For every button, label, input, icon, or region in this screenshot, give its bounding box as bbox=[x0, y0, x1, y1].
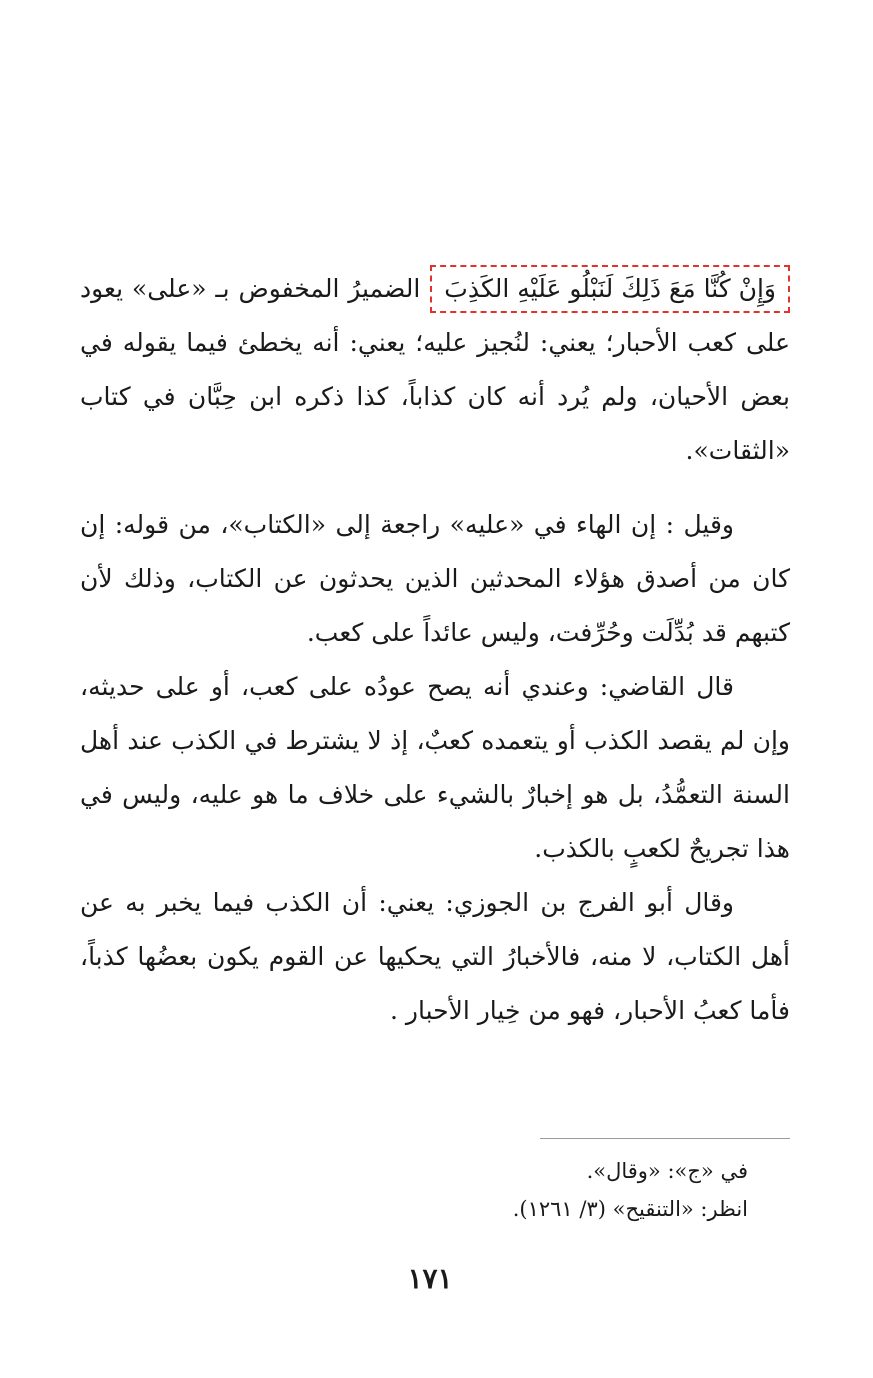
main-text bbox=[80, 262, 790, 1038]
paragraph-2: وقيل : إن الهاء في «عليه» راجعة إلى «الكتاب»، من قوله: إن كان من أصدق هؤلاء المحدثين الذين يحدثون عن الكتاب، وذلك لأن كتبهم قد بُدِّلَت وحُرِّفت، وليس عائداً على كعب. bbox=[80, 510, 790, 647]
footnote-divider bbox=[540, 1138, 790, 1139]
paragraph-1 bbox=[80, 262, 790, 478]
paragraph-1-text: الضميرُ المخفوض بـ «على» يعود على كعب الأحبار؛ يعني: لنُجيز عليه؛ يعني: أنه يخطئ فيما يقوله في بعض الأحيان، ولم يُرد أنه كان كذاباً، كذا ذكره ابن حِبَّان في كتاب «الثقات». bbox=[80, 274, 790, 465]
highlighted-verse: وَإِنْ كُنَّا مَعَ ذَلِكَ لَنَبْلُو عَلَيْهِ الكَذِبَ bbox=[430, 265, 790, 313]
page-number: ١٧١ bbox=[407, 1262, 453, 1295]
footnotes bbox=[300, 1152, 748, 1228]
footnote-2: انظر: «التنقيح» (٣/ ١٢٦١). bbox=[512, 1197, 748, 1221]
paragraph-4: وقال أبو الفرج بن الجوزي: يعني: أن الكذب فيما يخبر به عن أهل الكتاب، لا منه، فالأخبارُ التي يحكيها عن القوم يكون بعضُها كذباً، فأما كعبُ الأحبار، فهو من خِيار الأحبار . bbox=[80, 888, 790, 1025]
paragraph-3: قال القاضي: وعندي أنه يصح عودُه على كعب، أو على حديثه، وإن لم يقصد الكذب أو يتعمده كعبٌ، إذ لا يشترط في الكذب عند أهل السنة التعمُّدُ، بل هو إخبارٌ بالشيء على خلاف ما هو عليه، وليس في هذا تجريحٌ لكعبٍ بالكذب. bbox=[80, 672, 790, 863]
footnote-1: في «ج»: «وقال». bbox=[586, 1159, 748, 1183]
